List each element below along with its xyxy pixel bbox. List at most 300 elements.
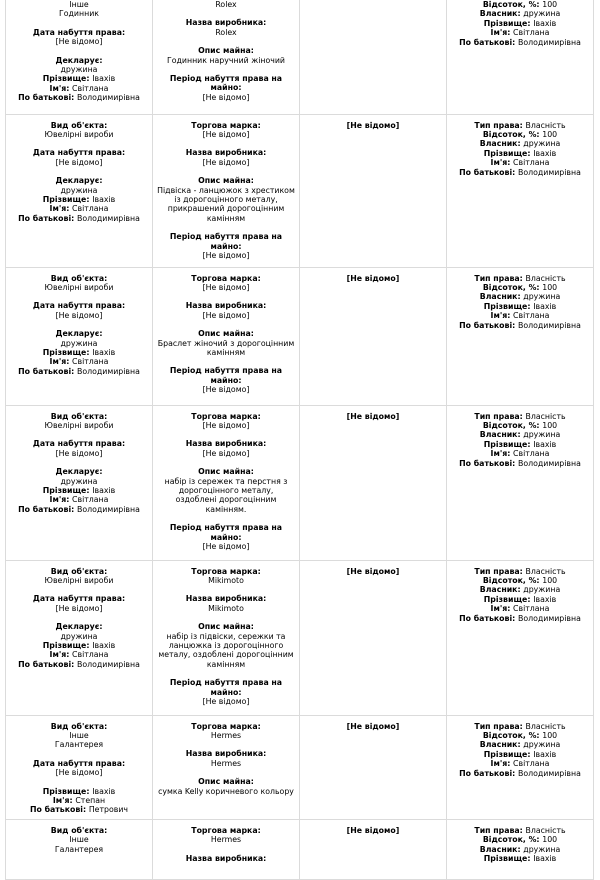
field-value: Світлана [72, 650, 109, 660]
table-row [6, 267, 594, 405]
field-line [9, 186, 149, 195]
field-line [156, 722, 296, 731]
field-line [156, 56, 296, 65]
field-line [450, 158, 590, 167]
field-value: 100 [542, 730, 558, 740]
field-value: Світлана [72, 204, 109, 214]
field-line [450, 759, 590, 768]
field-line [156, 467, 296, 476]
field-line [450, 274, 590, 283]
field-block [303, 274, 443, 283]
table-cell [153, 819, 300, 879]
field-label: Прізвище: [42, 74, 93, 84]
field-label: Період набуття права на [169, 366, 283, 376]
field-value: 100 [542, 0, 558, 9]
field-value: Ювелірні вироби [44, 129, 114, 139]
field-value: Володимирівна [76, 366, 140, 376]
field-line [156, 28, 296, 37]
field-line [9, 486, 149, 495]
field-label: Назва виробника: [185, 853, 267, 863]
field-label: Ім'я: [49, 495, 73, 505]
field-line [9, 740, 149, 749]
field-label: Власник: [479, 9, 524, 19]
field-value: Володимирівна [76, 659, 140, 669]
table-cell [447, 405, 594, 560]
field-line [450, 585, 590, 594]
field-value: Петрович [88, 805, 129, 815]
field-line [9, 826, 149, 835]
field-label: майно: [210, 687, 242, 697]
field-block [9, 301, 149, 320]
field-line [156, 0, 296, 9]
field-value: Власність [525, 273, 566, 283]
field-label: Вид об'єкта: [50, 566, 108, 576]
field-label: [Не відомо] [346, 721, 400, 731]
field-value: Володимирівна [517, 167, 581, 177]
field-line [156, 439, 296, 448]
field-line [156, 477, 296, 486]
field-line [9, 195, 149, 204]
field-label: Відсоток, %: [482, 0, 543, 9]
field-value: Браслет жіночий з дорогоцінним [157, 338, 295, 348]
field-label: По батькові: [459, 613, 518, 623]
field-line [450, 311, 590, 320]
field-line [9, 604, 149, 613]
field-label: Ім'я: [490, 449, 514, 459]
field-value: Галантерея [54, 844, 104, 854]
field-line [156, 787, 296, 796]
field-line [156, 486, 296, 495]
field-block [9, 274, 149, 293]
field-value: Інше [69, 0, 89, 9]
field-value: Mikimoto [208, 575, 244, 585]
table-row [6, 0, 594, 114]
field-line [9, 93, 149, 102]
field-line [450, 731, 590, 740]
table-cell [447, 560, 594, 715]
field-line [156, 148, 296, 157]
field-label: Декларує: [55, 329, 103, 339]
field-value: дружина [523, 585, 561, 595]
field-line [156, 835, 296, 844]
field-line [450, 595, 590, 604]
field-value: 100 [542, 835, 558, 845]
field-value: Hermes [210, 758, 242, 768]
field-label: Ім'я: [490, 759, 514, 769]
field-block [9, 787, 149, 815]
field-line [9, 301, 149, 310]
table-cell [300, 819, 447, 879]
table-cell [447, 715, 594, 819]
field-label: По батькові: [18, 93, 77, 103]
field-block [156, 439, 296, 458]
field-value: дружина [60, 338, 98, 348]
field-value: Івахів [533, 439, 557, 449]
field-label: Ім'я: [49, 357, 73, 367]
field-value: камінням [206, 347, 246, 357]
field-line [156, 242, 296, 251]
field-label: Торгова марка: [191, 566, 261, 576]
field-label: Торгова марка: [191, 411, 261, 421]
field-line [9, 768, 149, 777]
field-line [156, 385, 296, 394]
field-line [9, 65, 149, 74]
field-line [9, 632, 149, 641]
field-line [450, 750, 590, 759]
field-line [156, 749, 296, 758]
field-block [156, 0, 296, 9]
field-line [9, 56, 149, 65]
field-block [9, 28, 149, 47]
field-label: Прізвище: [483, 439, 534, 449]
field-label: Ім'я: [490, 311, 514, 321]
field-label: Дата набуття права: [32, 301, 126, 311]
field-value: ланцюжка із дорогоцінного [168, 640, 284, 650]
field-line [9, 421, 149, 430]
field-label: Відсоток, %: [482, 129, 543, 139]
field-block [9, 722, 149, 750]
field-line [9, 214, 149, 223]
field-block [9, 121, 149, 140]
field-value: Івахів [92, 485, 116, 495]
field-line [156, 576, 296, 585]
field-line [9, 329, 149, 338]
field-value: Hermes [210, 835, 242, 845]
field-value: Інше [69, 835, 89, 845]
field-block [9, 412, 149, 431]
field-block [156, 148, 296, 167]
field-value: Світлана [72, 83, 109, 93]
field-line [9, 796, 149, 805]
field-value: Володимирівна [76, 213, 140, 223]
field-label: майно: [210, 241, 242, 251]
field-block [450, 567, 590, 623]
declaration-table [5, 0, 594, 880]
field-block [156, 854, 296, 863]
field-value: Світлана [513, 158, 550, 168]
field-label: Прізвище: [42, 194, 93, 204]
field-line [450, 38, 590, 47]
field-block [156, 121, 296, 140]
field-line [450, 168, 590, 177]
field-value: Світлана [513, 449, 550, 459]
field-value: Годинник [59, 9, 99, 19]
field-line [9, 204, 149, 213]
table-row [6, 819, 594, 879]
field-line [156, 83, 296, 92]
field-label: Тип права: [474, 721, 526, 731]
field-value: Rolex [215, 0, 237, 9]
field-block [156, 412, 296, 431]
field-line [9, 731, 149, 740]
field-line [156, 130, 296, 139]
field-value: дружина [523, 740, 561, 750]
field-label: Опис майна: [198, 329, 254, 339]
field-label: По батькові: [459, 768, 518, 778]
field-value: дружина [523, 430, 561, 440]
field-value: [Не відомо] [202, 157, 250, 167]
field-block [9, 826, 149, 854]
field-value: [Не відомо] [55, 603, 103, 613]
table-row [6, 560, 594, 715]
field-value: Світлана [72, 357, 109, 367]
field-value: Івахів [533, 18, 557, 28]
field-block [303, 412, 443, 421]
field-label: Власник: [479, 740, 524, 750]
field-line [156, 339, 296, 348]
field-value: Ювелірні вироби [44, 420, 114, 430]
field-block [9, 176, 149, 223]
field-line [156, 214, 296, 223]
table-cell [153, 405, 300, 560]
field-line [156, 74, 296, 83]
field-line [303, 826, 443, 835]
field-label: По батькові: [29, 805, 89, 815]
field-line [9, 84, 149, 93]
field-label: Дата набуття права: [32, 439, 126, 449]
field-line [156, 759, 296, 768]
field-label: По батькові: [459, 458, 518, 468]
field-value: [Не відомо] [55, 448, 103, 458]
field-label: Тип права: [474, 120, 526, 130]
field-block [156, 678, 296, 706]
field-value: із дорогоцінного металу, [174, 194, 278, 204]
field-label: Назва виробника: [185, 301, 267, 311]
field-line [450, 412, 590, 421]
field-line [450, 567, 590, 576]
field-line [9, 660, 149, 669]
field-value: Mikimoto [208, 603, 244, 613]
field-block [9, 622, 149, 669]
field-line [9, 176, 149, 185]
field-line [450, 440, 590, 449]
field-line [156, 505, 296, 514]
field-value: Івахів [92, 347, 116, 357]
field-label: Прізвище: [42, 640, 93, 650]
field-line [303, 412, 443, 421]
field-line [9, 467, 149, 476]
field-label: майно: [210, 375, 242, 385]
field-line [156, 594, 296, 603]
field-label: Прізвище: [483, 18, 534, 28]
field-label: Тип права: [474, 273, 526, 283]
field-value: Ювелірні вироби [44, 575, 114, 585]
field-label: Період набуття права на [169, 523, 283, 533]
field-line [9, 641, 149, 650]
field-line [156, 176, 296, 185]
field-label: майно: [210, 532, 242, 542]
field-block [156, 18, 296, 37]
field-line [303, 722, 443, 731]
field-value: Власність [525, 411, 566, 421]
field-label: Декларує: [55, 176, 103, 186]
field-label: Вид об'єкта: [50, 411, 108, 421]
field-line [156, 777, 296, 786]
field-label: Прізвище: [483, 148, 534, 158]
table-row [6, 114, 594, 267]
field-value: дружина [523, 139, 561, 149]
field-line [9, 622, 149, 631]
field-line [156, 542, 296, 551]
field-label: По батькові: [459, 167, 518, 177]
field-line [9, 348, 149, 357]
field-value: Власність [525, 825, 566, 835]
field-label: Ім'я: [490, 158, 514, 168]
field-value: оздоблені дорогоцінним [175, 495, 277, 505]
field-block [156, 594, 296, 613]
table-cell [6, 267, 153, 405]
field-line [156, 195, 296, 204]
field-line [9, 805, 149, 814]
field-label: Прізвище: [483, 594, 534, 604]
field-line [156, 186, 296, 195]
field-label: Декларує: [55, 622, 103, 632]
table-cell [153, 0, 300, 114]
field-value: дружина [60, 65, 98, 75]
declaration-table-body [6, 0, 594, 879]
field-line [9, 28, 149, 37]
table-row [6, 405, 594, 560]
field-label: Відсоток, %: [482, 835, 543, 845]
field-line [9, 449, 149, 458]
field-label: Торгова марка: [191, 120, 261, 130]
field-label: [Не відомо] [346, 273, 400, 283]
field-value: Світлана [513, 28, 550, 38]
field-value: Володимирівна [76, 93, 140, 103]
table-cell [6, 0, 153, 114]
field-line [450, 459, 590, 468]
field-line [156, 678, 296, 687]
field-value: Власність [525, 721, 566, 731]
field-block [450, 121, 590, 177]
field-line [156, 660, 296, 669]
field-line [9, 311, 149, 320]
field-block [303, 567, 443, 576]
field-block [9, 148, 149, 167]
field-block [156, 567, 296, 586]
field-block [156, 467, 296, 514]
field-value: прикрашений дорогоцінним [167, 204, 285, 214]
field-line [156, 251, 296, 260]
field-label: Тип права: [474, 411, 526, 421]
field-block [9, 567, 149, 586]
field-block [450, 412, 590, 468]
field-line [9, 576, 149, 585]
field-label: Ім'я: [49, 204, 73, 214]
field-label: По батькові: [18, 659, 77, 669]
field-line [9, 439, 149, 448]
field-block [156, 722, 296, 741]
field-label: Прізвище: [483, 301, 534, 311]
field-value: Ювелірні вироби [44, 282, 114, 292]
field-value: Івахів [533, 148, 557, 158]
field-block [450, 826, 590, 864]
field-line [303, 121, 443, 130]
field-line [450, 149, 590, 158]
field-label: Власник: [479, 585, 524, 595]
field-value: Івахів [92, 640, 116, 650]
field-label: Прізвище: [483, 853, 534, 863]
field-label: По батькові: [459, 37, 518, 47]
field-label: Відсоток, %: [482, 420, 543, 430]
field-value: камінням. [205, 504, 247, 514]
field-line [156, 46, 296, 55]
field-line [156, 348, 296, 357]
field-value: металу, оздоблені дорогоцінним [158, 650, 294, 660]
field-label: майно: [210, 83, 242, 93]
field-block [450, 0, 590, 47]
field-block [156, 232, 296, 260]
field-label: [Не відомо] [346, 566, 400, 576]
field-line [156, 826, 296, 835]
field-value: [Не відомо] [55, 37, 103, 47]
field-line [156, 523, 296, 532]
field-line [450, 421, 590, 430]
field-label: Вид об'єкта: [50, 825, 108, 835]
field-label: Опис майна: [198, 467, 254, 477]
field-block [156, 329, 296, 357]
field-label: Опис майна: [198, 176, 254, 186]
field-label: Дата набуття права: [32, 148, 126, 158]
field-label: Дата набуття права: [32, 758, 126, 768]
table-cell [6, 819, 153, 879]
field-value: дружина [60, 631, 98, 641]
field-value: Володимирівна [517, 458, 581, 468]
table-cell [153, 715, 300, 819]
field-value: камінням [206, 213, 246, 223]
field-line [303, 567, 443, 576]
field-label: [Не відомо] [346, 825, 400, 835]
field-value: Івахів [533, 594, 557, 604]
field-line [156, 604, 296, 613]
field-value: дорогоцінного металу, [178, 485, 274, 495]
field-block [156, 826, 296, 845]
field-line [156, 854, 296, 863]
table-cell [447, 114, 594, 267]
field-line [9, 567, 149, 576]
field-label: По батькові: [18, 213, 77, 223]
field-label: Відсоток, %: [482, 730, 543, 740]
field-value: Івахів [92, 786, 116, 796]
field-line [9, 339, 149, 348]
field-line [156, 301, 296, 310]
field-line [9, 759, 149, 768]
field-block [9, 467, 149, 514]
field-line [450, 28, 590, 37]
field-value: Підвіска - ланцюжок з хрестиком [157, 185, 295, 195]
field-value: дружина [60, 185, 98, 195]
field-value: [Не відомо] [55, 310, 103, 320]
field-line [156, 204, 296, 213]
field-line [9, 495, 149, 504]
field-label: [Не відомо] [346, 411, 400, 421]
field-line [9, 130, 149, 139]
field-value: Світлана [513, 604, 550, 614]
field-value: Івахів [533, 853, 557, 863]
field-value: [Не відомо] [55, 768, 103, 778]
field-block [156, 274, 296, 293]
field-line [156, 274, 296, 283]
field-block [9, 329, 149, 376]
field-line [450, 740, 590, 749]
field-line [450, 430, 590, 439]
field-value: Галантерея [54, 740, 104, 750]
field-label: Назва виробника: [185, 18, 267, 28]
field-value: Івахів [533, 301, 557, 311]
field-line [156, 158, 296, 167]
field-line [156, 449, 296, 458]
field-line [9, 477, 149, 486]
